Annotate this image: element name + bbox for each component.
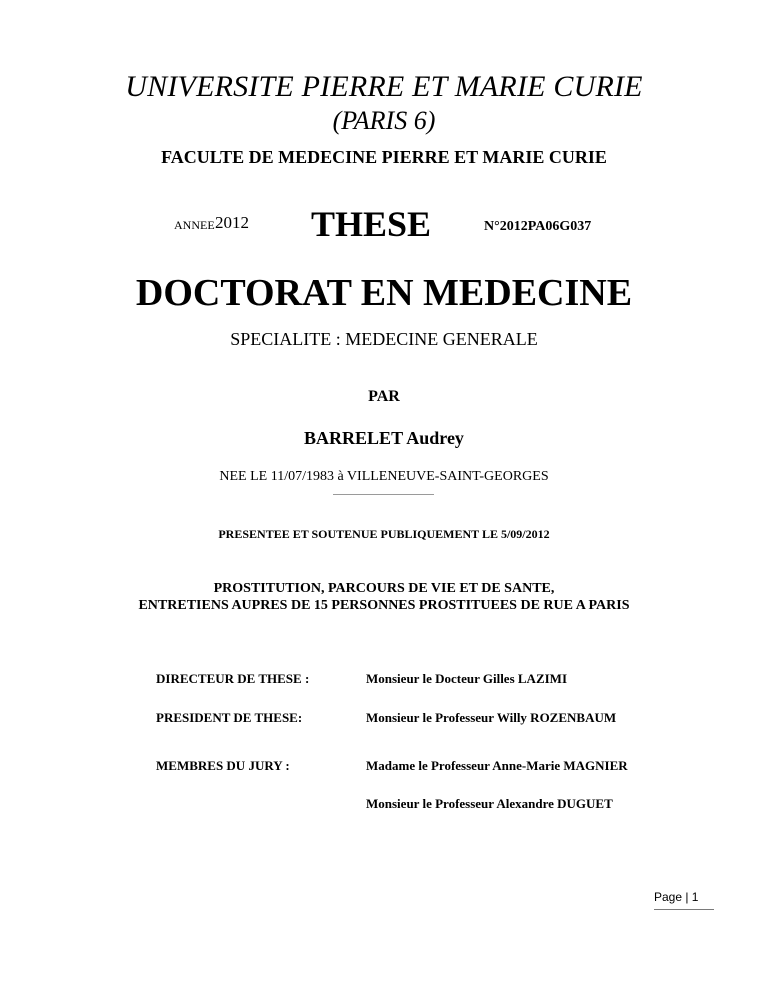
university-name: UNIVERSITE PIERRE ET MARIE CURIE bbox=[125, 70, 643, 103]
footer-line bbox=[654, 909, 714, 910]
thesis-title-line-1: PROSTITUTION, PARCOURS DE VIE ET DE SANTE, bbox=[213, 581, 555, 596]
author-birth: NEE LE 11/07/1983 à VILLENEUVE-SAINT-GEORGES bbox=[219, 469, 549, 484]
jury-member-president: Monsieur le Professeur Willy ROZENBAUM bbox=[366, 710, 617, 725]
jury-member-director: Monsieur le Docteur Gilles LAZIMI bbox=[366, 671, 568, 686]
jury-role-members: MEMBRES DU JURY : bbox=[156, 758, 290, 773]
jury-member-1: Madame le Professeur Anne-Marie MAGNIER bbox=[366, 758, 628, 773]
par-label: PAR bbox=[368, 388, 400, 405]
presentation-date: PRESENTEE ET SOUTENUE PUBLIQUEMENT LE 5/09/2012 bbox=[218, 527, 550, 541]
year-label: ANNEE bbox=[174, 218, 215, 232]
university-subtitle: (PARIS 6) bbox=[332, 106, 436, 135]
jury-role-president: PRESIDENT DE THESE: bbox=[156, 710, 303, 725]
thesis-title-line-2: ENTRETIENS AUPRES DE 15 PERSONNES PROSTITUEES DE RUE A PARIS bbox=[138, 598, 630, 613]
separator-line bbox=[333, 494, 434, 495]
page-number: Page | 1 bbox=[654, 890, 699, 904]
specialty: SPECIALITE : MEDECINE GENERALE bbox=[230, 329, 538, 349]
jury-role-director: DIRECTEUR DE THESE : bbox=[156, 671, 310, 686]
degree-title: DOCTORAT EN MEDECINE bbox=[135, 272, 633, 314]
author-name: BARRELET Audrey bbox=[304, 428, 464, 448]
these-heading: THESE bbox=[311, 204, 432, 244]
year-value: 2012 bbox=[215, 213, 249, 232]
thesis-number: N°2012PA06G037 bbox=[484, 219, 592, 234]
faculty-name: FACULTE DE MEDECINE PIERRE ET MARIE CURIE bbox=[161, 147, 607, 167]
jury-member-2: Monsieur le Professeur Alexandre DUGUET bbox=[366, 796, 613, 811]
